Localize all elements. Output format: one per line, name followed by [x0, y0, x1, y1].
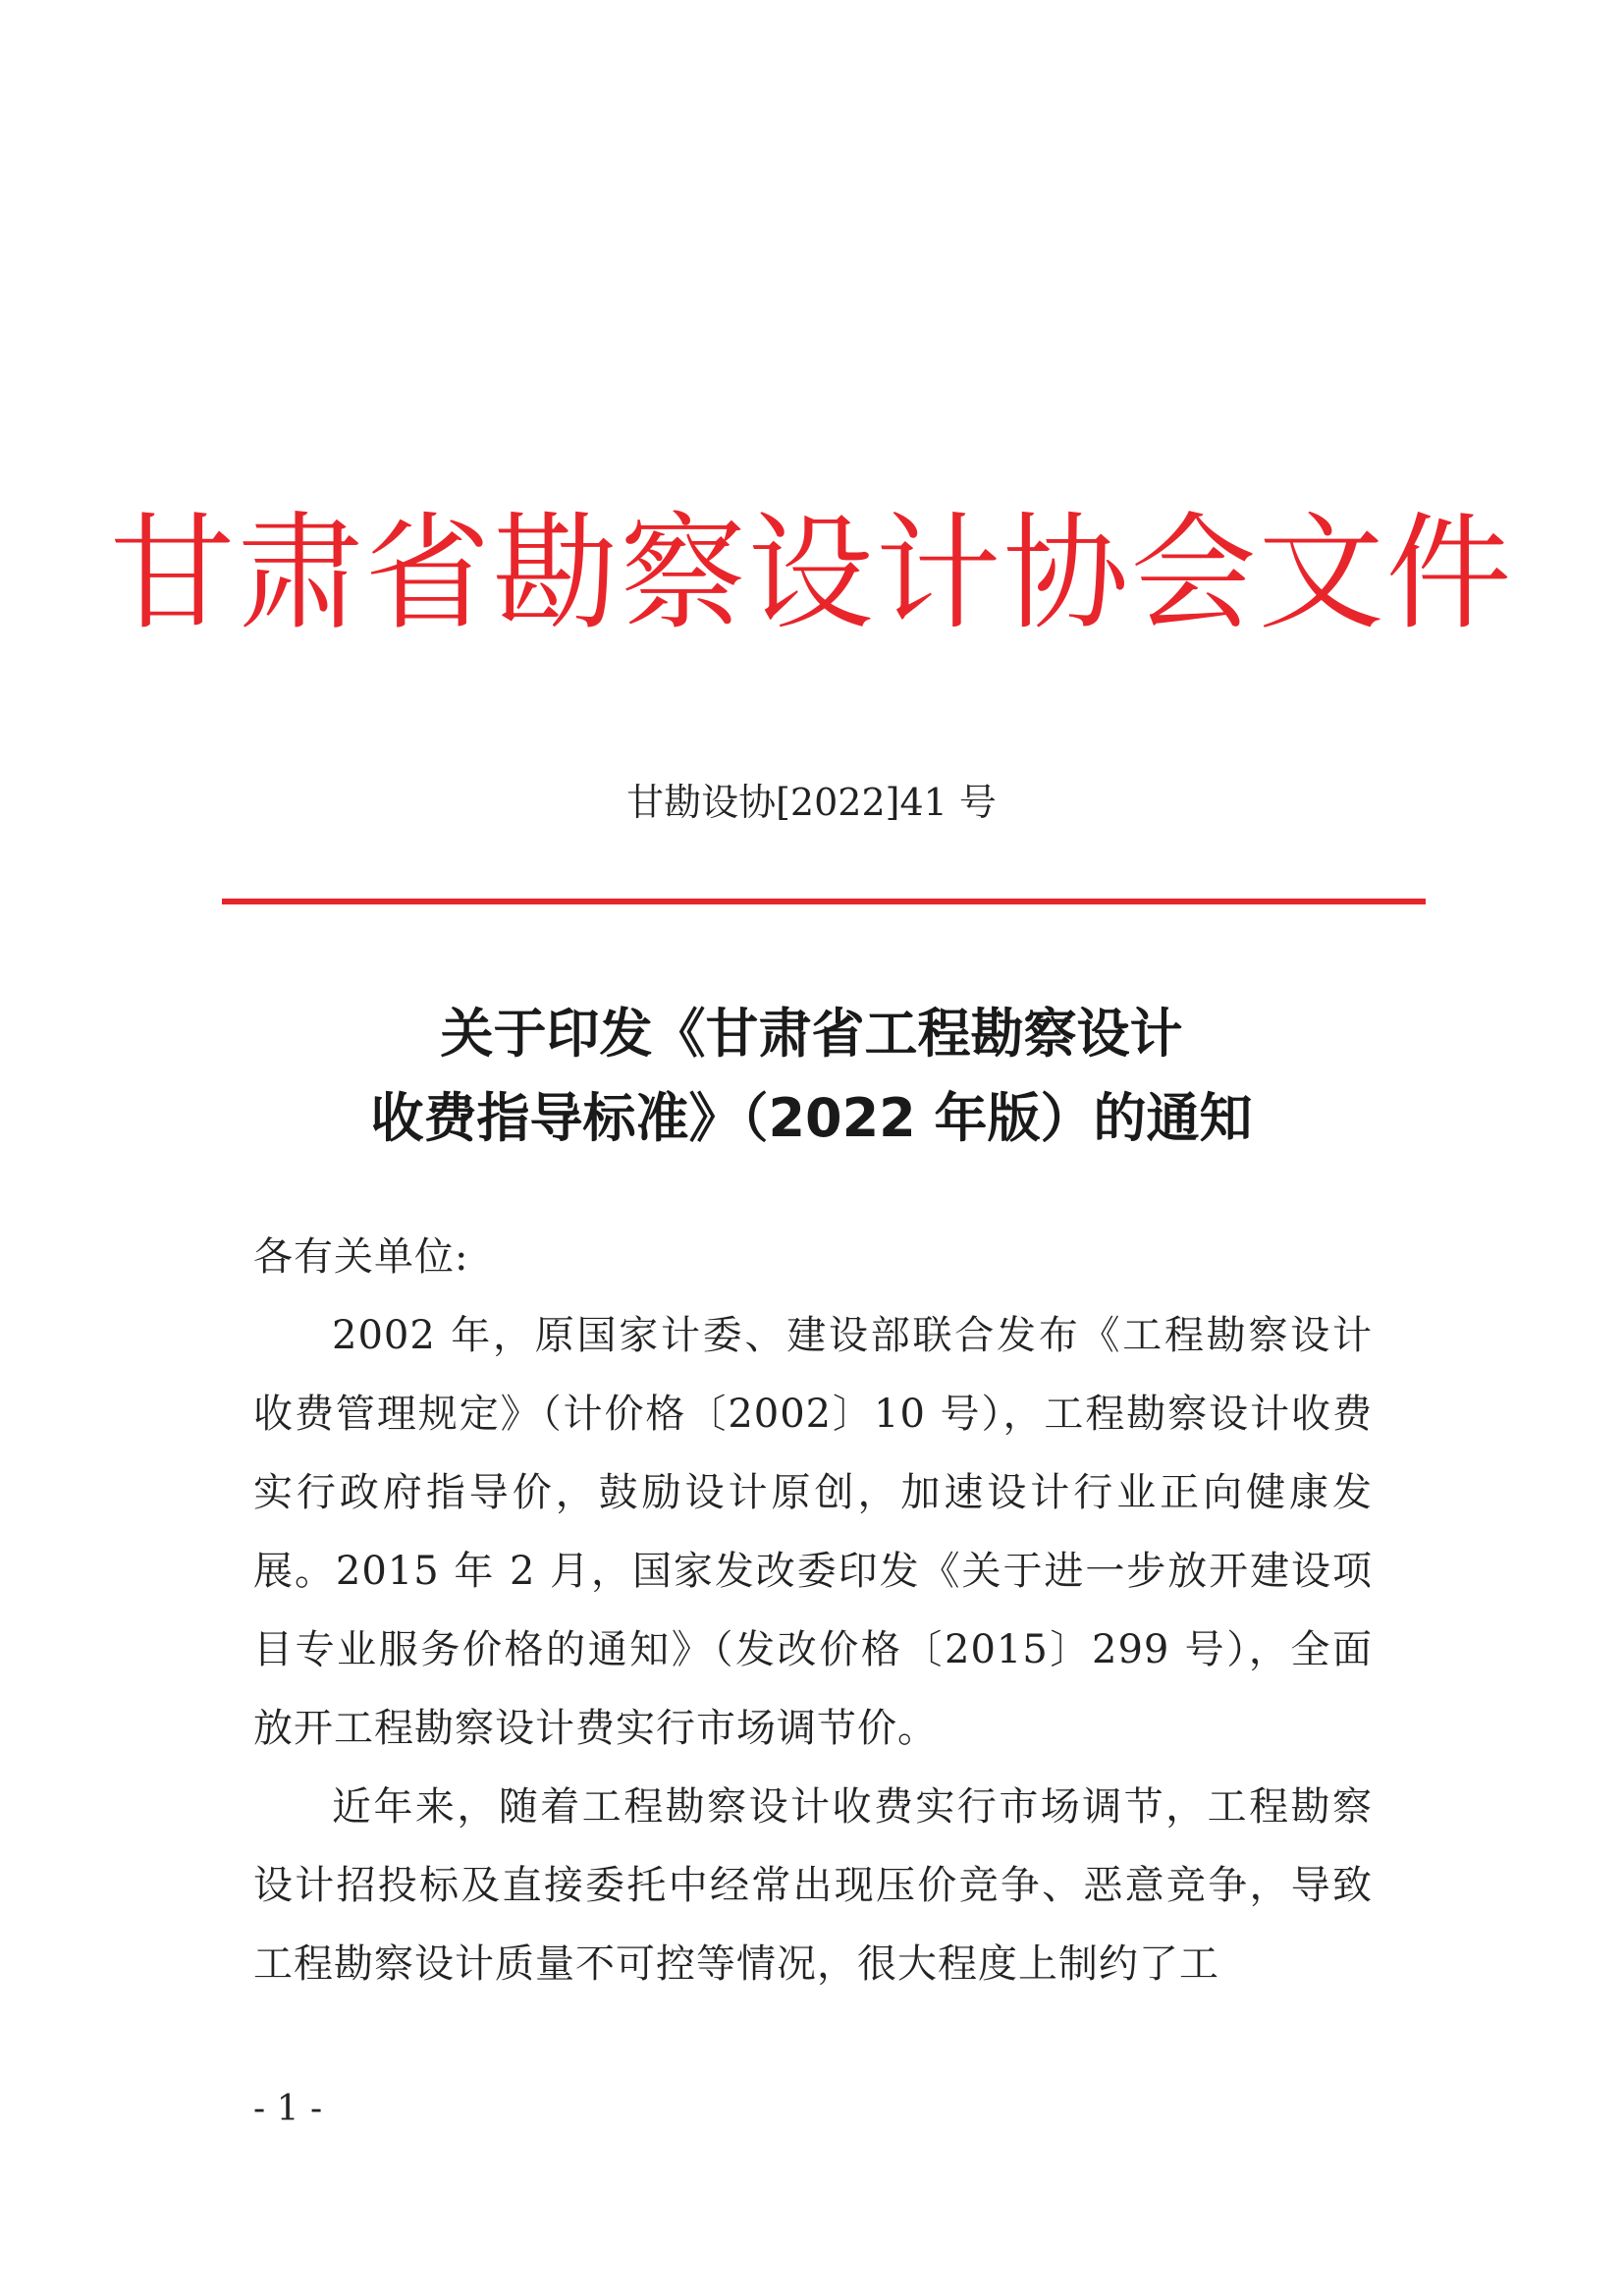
notice-title-line-2: 收费指导标准》（2022 年版）的通知	[370, 1087, 1253, 1149]
notice-title-line-1: 关于印发《甘肃省工程勘察设计	[440, 1003, 1183, 1065]
body-paragraph-2: 近年来，随着工程勘察设计收费实行市场调节，工程勘察设计招投标及直接委托中经常出现压价竞争、恶意竞争，导致工程勘察设计质量不可控等情况，很大程度上制约了工	[253, 1784, 1373, 1987]
red-divider-line	[222, 899, 1426, 904]
body-text	[253, 1218, 1373, 2003]
page-number: - 1 -	[253, 2089, 323, 2129]
issuer-header-title: 甘肃省勘察设计协会文件	[109, 501, 1514, 647]
salutation: 各有关单位:	[253, 1234, 469, 1280]
document-number: 甘勘设协[2022]41 号	[626, 781, 997, 824]
notice-title	[0, 992, 1623, 1161]
body-paragraph-1: 2002 年，原国家计委、建设部联合发布《工程勘察设计收费管理规定》（计价格〔2002〕10 号），工程勘察设计收费实行政府指导价，鼓励设计原创，加速设计行业正向健康发展。2015 年 2 月，国家发改委印发《关于进一步放开建设项目专业服务价格的通知》（发改价格〔2015〕299 号），全面放开工程勘察设计费实行市场调节价。	[253, 1313, 1373, 1751]
